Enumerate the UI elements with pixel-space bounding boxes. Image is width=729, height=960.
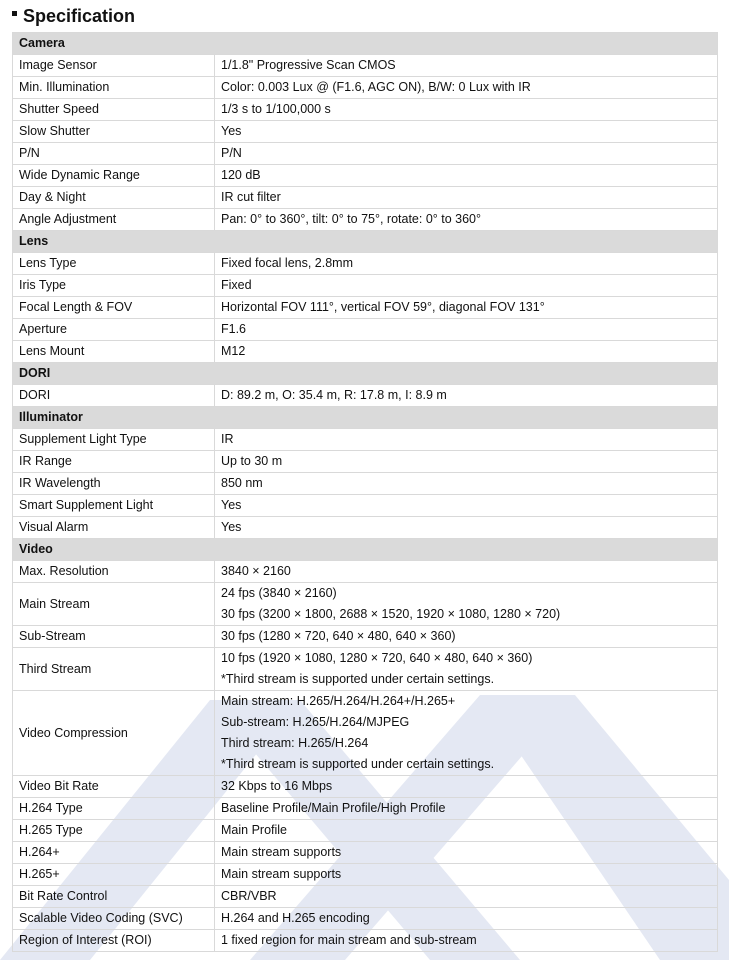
section-header	[13, 231, 718, 253]
spec-label: Min. Illumination	[13, 77, 215, 99]
table-row	[13, 517, 718, 539]
section-header	[13, 539, 718, 561]
spec-value-line: Fixed focal lens, 2.8mm	[221, 256, 353, 270]
spec-table-body	[13, 33, 718, 952]
spec-value-line: M12	[221, 344, 246, 358]
table-row	[13, 341, 718, 363]
spec-value	[215, 798, 718, 820]
spec-value	[215, 908, 718, 930]
table-row	[13, 319, 718, 341]
spec-value	[215, 99, 718, 121]
spec-value	[215, 648, 718, 691]
spec-value-line: Main stream supports	[221, 867, 342, 881]
spec-value	[215, 473, 718, 495]
spec-label: Aperture	[13, 319, 215, 341]
spec-value-line: Main Profile	[221, 823, 287, 837]
table-row	[13, 253, 718, 275]
spec-value-line: *Third stream is supported under certain settings.	[221, 672, 495, 686]
spec-label: Slow Shutter	[13, 121, 215, 143]
table-row	[13, 561, 718, 583]
spec-value	[215, 429, 718, 451]
spec-label: Scalable Video Coding (SVC)	[13, 908, 215, 930]
spec-label: Region of Interest (ROI)	[13, 930, 215, 952]
spec-value	[215, 583, 718, 626]
table-row	[13, 473, 718, 495]
spec-value	[215, 143, 718, 165]
section-title: DORI	[13, 363, 718, 385]
spec-value-line: 30 fps (1280 × 720, 640 × 480, 640 × 360)	[221, 629, 456, 643]
spec-value-line: D: 89.2 m, O: 35.4 m, R: 17.8 m, I: 8.9 m	[221, 388, 447, 402]
spec-label: Third Stream	[13, 648, 215, 691]
spec-label: Video Bit Rate	[13, 776, 215, 798]
spec-value-line: 1/1.8" Progressive Scan CMOS	[221, 58, 396, 72]
spec-label: Video Compression	[13, 691, 215, 776]
spec-value	[215, 319, 718, 341]
spec-value	[215, 691, 718, 776]
spec-label: Max. Resolution	[13, 561, 215, 583]
table-row	[13, 121, 718, 143]
spec-label: P/N	[13, 143, 215, 165]
spec-value	[215, 842, 718, 864]
spec-value-line: 24 fps (3840 × 2160)	[221, 586, 337, 600]
table-row	[13, 842, 718, 864]
spec-label: Iris Type	[13, 275, 215, 297]
spec-value-line: IR cut filter	[221, 190, 281, 204]
spec-value-line: IR	[221, 432, 234, 446]
spec-value	[215, 385, 718, 407]
table-row	[13, 495, 718, 517]
spec-value	[215, 55, 718, 77]
spec-value-line: 10 fps (1920 × 1080, 1280 × 720, 640 × 480, 640 × 360)	[221, 651, 533, 665]
spec-label: Bit Rate Control	[13, 886, 215, 908]
spec-label: Supplement Light Type	[13, 429, 215, 451]
spec-value-line: Main stream supports	[221, 845, 342, 859]
spec-value	[215, 121, 718, 143]
spec-value-line: CBR/VBR	[221, 889, 277, 903]
section-header	[13, 33, 718, 55]
spec-label: Focal Length & FOV	[13, 297, 215, 319]
spec-value-line: Up to 30 m	[221, 454, 283, 468]
spec-label: H.265+	[13, 864, 215, 886]
spec-value	[215, 253, 718, 275]
table-row	[13, 209, 718, 231]
bullet-icon	[12, 11, 17, 16]
spec-value-line: 850 nm	[221, 476, 263, 490]
spec-label: DORI	[13, 385, 215, 407]
spec-value-line: Main stream: H.265/H.264/H.264+/H.265+	[221, 694, 456, 708]
spec-value	[215, 165, 718, 187]
spec-value	[215, 495, 718, 517]
spec-label: Main Stream	[13, 583, 215, 626]
spec-value	[215, 820, 718, 842]
spec-label: Wide Dynamic Range	[13, 165, 215, 187]
table-row	[13, 691, 718, 776]
spec-label: Visual Alarm	[13, 517, 215, 539]
spec-label: H.264 Type	[13, 798, 215, 820]
spec-value	[215, 341, 718, 363]
spec-label: Image Sensor	[13, 55, 215, 77]
table-row	[13, 55, 718, 77]
spec-value-line: Sub-stream: H.265/H.264/MJPEG	[221, 715, 410, 729]
spec-value	[215, 930, 718, 952]
page-title-text: Specification	[23, 5, 136, 26]
spec-value	[215, 209, 718, 231]
spec-label: IR Range	[13, 451, 215, 473]
table-row	[13, 626, 718, 648]
section-header	[13, 407, 718, 429]
spec-label: Shutter Speed	[13, 99, 215, 121]
spec-value	[215, 451, 718, 473]
spec-value	[215, 561, 718, 583]
table-row	[13, 275, 718, 297]
spec-value	[215, 77, 718, 99]
table-row	[13, 886, 718, 908]
spec-value	[215, 187, 718, 209]
spec-label: Smart Supplement Light	[13, 495, 215, 517]
table-row	[13, 648, 718, 691]
spec-value-line: Fixed	[221, 278, 252, 292]
spec-value-line: Yes	[221, 498, 242, 512]
spec-label: H.264+	[13, 842, 215, 864]
spec-label: IR Wavelength	[13, 473, 215, 495]
section-title: Illuminator	[13, 407, 718, 429]
spec-table	[12, 32, 718, 952]
spec-value-line: 1 fixed region for main stream and sub-stream	[221, 933, 477, 947]
section-title: Lens	[13, 231, 718, 253]
table-row	[13, 776, 718, 798]
spec-label: Angle Adjustment	[13, 209, 215, 231]
table-row	[13, 385, 718, 407]
table-row	[13, 451, 718, 473]
spec-value	[215, 776, 718, 798]
spec-value-line: 32 Kbps to 16 Mbps	[221, 779, 333, 793]
spec-value-line: Third stream: H.265/H.264	[221, 736, 369, 750]
spec-value	[215, 297, 718, 319]
spec-label: Lens Type	[13, 253, 215, 275]
spec-value	[215, 517, 718, 539]
section-title: Video	[13, 539, 718, 561]
spec-value-line: H.264 and H.265 encoding	[221, 911, 370, 925]
spec-value	[215, 275, 718, 297]
page-title	[12, 4, 135, 28]
table-row	[13, 187, 718, 209]
table-row	[13, 143, 718, 165]
spec-value-line: *Third stream is supported under certain settings.	[221, 757, 495, 771]
table-row	[13, 429, 718, 451]
spec-value	[215, 626, 718, 648]
spec-value	[215, 886, 718, 908]
spec-label: Day & Night	[13, 187, 215, 209]
table-row	[13, 798, 718, 820]
spec-value	[215, 864, 718, 886]
table-row	[13, 908, 718, 930]
table-row	[13, 297, 718, 319]
table-row	[13, 583, 718, 626]
spec-value-line: Pan: 0° to 360°, tilt: 0° to 75°, rotate: 0° to 360°	[221, 212, 482, 226]
table-row	[13, 165, 718, 187]
spec-value-line: P/N	[221, 146, 242, 160]
spec-value-line: 30 fps (3200 × 1800, 2688 × 1520, 1920 × 1080, 1280 × 720)	[221, 607, 561, 621]
section-header	[13, 363, 718, 385]
spec-value-line: 1/3 s to 1/100,000 s	[221, 102, 331, 116]
table-row	[13, 77, 718, 99]
spec-value-line: Yes	[221, 520, 242, 534]
spec-value-line: Horizontal FOV 111°, vertical FOV 59°, diagonal FOV 131°	[221, 300, 545, 314]
spec-value-line: Color: 0.003 Lux @ (F1.6, AGC ON), B/W: 0 Lux with IR	[221, 80, 531, 94]
spec-label: Sub-Stream	[13, 626, 215, 648]
spec-value-line: 3840 × 2160	[221, 564, 291, 578]
spec-label: H.265 Type	[13, 820, 215, 842]
spec-label: Lens Mount	[13, 341, 215, 363]
spec-value-line: F1.6	[221, 322, 247, 336]
spec-value-line: 120 dB	[221, 168, 261, 182]
table-row	[13, 930, 718, 952]
spec-value-line: Yes	[221, 124, 242, 138]
table-row	[13, 864, 718, 886]
table-row	[13, 820, 718, 842]
spec-value-line: Baseline Profile/Main Profile/High Profile	[221, 801, 446, 815]
section-title: Camera	[13, 33, 718, 55]
table-row	[13, 99, 718, 121]
